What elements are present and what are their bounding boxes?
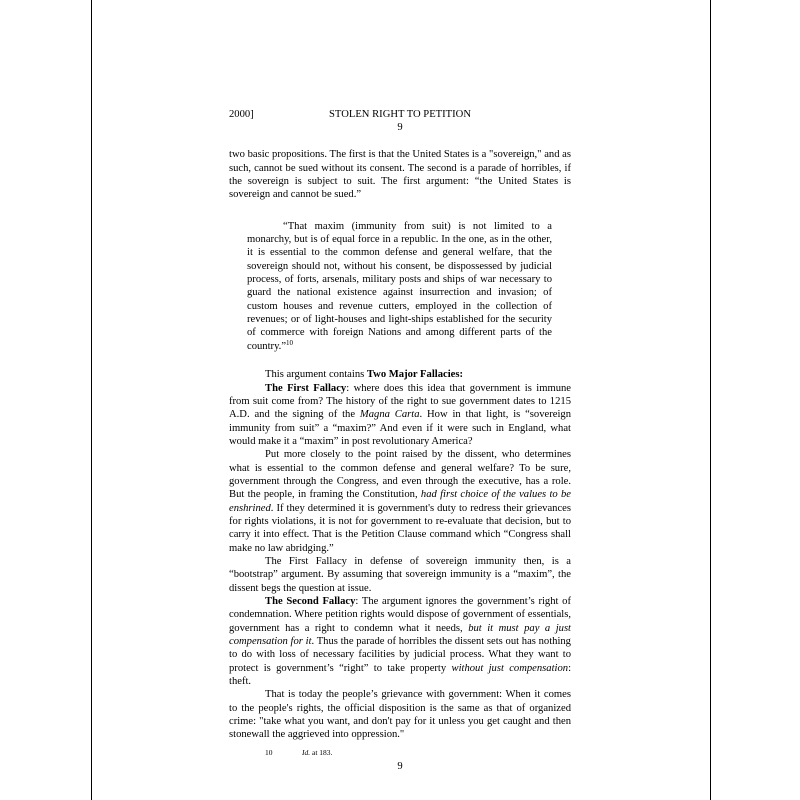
first-fallacy-label: The First Fallacy	[265, 382, 347, 394]
paragraph-bootstrap: The First Fallacy in defense of sovereign immunity then, is a “bootstrap” argument. By assuming that sovereign immunity is a “maxim”, the dissent begs the question at issue.	[229, 555, 571, 594]
footer-page-number: 9	[397, 760, 403, 772]
paragraph-dissent: Put more closely to the point raised by the dissent, who determines what is essential to the common defense and general welfare? To be sure, government through the Congress, and even through the executive, has a role. But the people, in framing the Constitution, had first choice of the values to be enshrined. If they determined it is government's duty to redress their grievances for rights violations, it is not for government to re-evaluate that decision, but to carry it into effect. That is the Petition Clause command which “Congress shall make no law abridging.”	[229, 449, 571, 554]
footnote	[229, 748, 571, 758]
block-quote-text: “That maxim (immunity from suit) is not limited to a monarchy, but is of equal force in a republic. In the one, as in the other, it is essential to the common defense and general welfare, that the sovereign should not, without his consent, be dispossessed by judicial process, of forts, arsenals, military posts and ships of war necessary to guard the national existence against insurrection and invasion; of custom houses and revenue cutters, employed in the collection of revenues; or of light-houses and light-ships established for the security of commerce with foreign Nations and among different parts of the country.”	[247, 220, 552, 352]
header-volume: 2000]	[229, 109, 254, 120]
paragraph-fallacies: This argument contains Two Major Fallacies:	[265, 369, 464, 381]
footnote-id: Id.	[302, 747, 311, 757]
running-header	[229, 108, 571, 121]
footnote-text: at 183.	[310, 747, 333, 757]
paragraph-first-fallacy: The First Fallacy: where does this idea that government is immune from suit come from? The history of the right to sue government dates to 1215 A.D. and the signing of the Magna Carta. How in that light, is “sovereign immunity from suit” a “maxim?” And even if it were such in England, what would make it a “maxim” in post revolutionary America?	[229, 382, 571, 447]
paragraph-intro: two basic propositions. The first is that the United States is a "sovereign," and as such, cannot be sued without its consent. The second is a parade of horribles, if the sovereign is subject to suit. The first argument: “the United States is sovereign and cannot be sued.”	[229, 149, 571, 201]
second-fallacy-label: The Second Fallacy	[265, 596, 356, 607]
paragraph-grievance: That is today the people’s grievance with government: When it comes to the people's rights, the official disposition is the same as that of organized crime: "take what you want, and don't pay for it unless you get caught and then stonewall the aggrieved into oppression."	[229, 689, 571, 741]
header-page-number: 9	[397, 122, 403, 133]
footnote-ref[interactable]: 10	[286, 338, 294, 347]
document-body	[229, 108, 571, 773]
paragraph-second-fallacy: The Second Fallacy: The argument ignores the government’s right of condemnation. Where petition rights would dispose of government of essentials, government has a right to condemn what it needs, but it must pay a just compensation for it. Thus the parade of horribles the dissent sets out has nothing to do with loss of necessary facilities by judicial process. What they want to protect is government’s “right” to take property without just compensation: theft.	[229, 596, 572, 688]
block-quote	[247, 220, 552, 353]
header-title: STOLEN RIGHT TO PETITION	[329, 109, 471, 120]
fallacies-heading: Two Major Fallacies:	[366, 369, 464, 381]
footnote-number: 10	[265, 747, 273, 757]
